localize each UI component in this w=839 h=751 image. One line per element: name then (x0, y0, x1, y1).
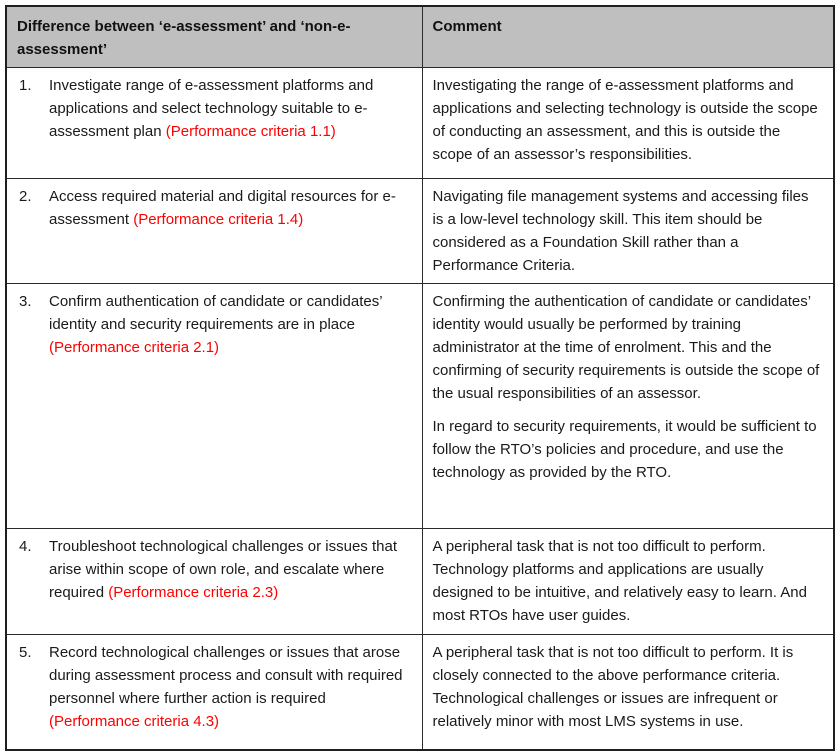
performance-criteria: (Performance criteria 1.1) (165, 123, 336, 140)
item-number: 4. (19, 538, 32, 555)
comment-cell (422, 179, 834, 284)
item-text (49, 290, 412, 359)
table-header-row (6, 6, 834, 68)
item-text-main: Troubleshoot technological challenges or issues that arise within scope of own role, and escalate where required (49, 538, 397, 601)
item-text (49, 74, 412, 143)
comment-cell (422, 529, 834, 635)
numbered-item (17, 535, 412, 604)
comment-cell (422, 68, 834, 179)
item-text-main: Record technological challenges or issues that arose during assessment process and consult with required personnel where further action is required (49, 644, 403, 707)
comment-paragraph: A peripheral task that is not too difficult to perform. It is closely connected to the above performance criteria. Technological challenges or issues are infrequent or relatively minor with most LMS systems in use. (432, 644, 794, 730)
table-row-4 (6, 529, 834, 635)
item-number: 5. (19, 644, 32, 661)
item-text-main: Confirm authentication of candidate or candidates’ identity and security requirements are in place (49, 293, 382, 333)
table-row-2 (6, 179, 834, 284)
item-text (49, 641, 412, 733)
table-row-5 (6, 635, 834, 750)
item-text (49, 535, 412, 604)
item-text-main: Access required material and digital resources for e-assessment (49, 188, 396, 228)
comment-paragraph: Navigating file management systems and accessing files is a low-level technology skill. This item should be considered as a Foundation Skill rather than a Performance Criteria. (432, 188, 809, 274)
table-row-1 (6, 68, 834, 179)
numbered-item (17, 641, 412, 733)
performance-criteria: (Performance criteria 2.1) (49, 339, 220, 356)
comparison-table (5, 5, 835, 751)
item-number: 3. (19, 293, 32, 310)
item-cell (6, 68, 422, 179)
item-cell (6, 179, 422, 284)
comment-paragraph: A peripheral task that is not too difficult to perform. Technology platforms and applications are usually designed to be intuitive, and relatively easy to learn. And most RTOs have user guides. (432, 538, 807, 624)
item-cell (6, 284, 422, 529)
numbered-item (17, 74, 412, 143)
item-cell (6, 529, 422, 635)
item-text-main: Investigate range of e-assessment platforms and applications and select technology suitable to e-assessment plan (49, 77, 374, 140)
performance-criteria: (Performance criteria 1.4) (133, 211, 304, 228)
comment-paragraph: Investigating the range of e-assessment platforms and applications and selecting technology is outside the scope of conducting an assessment, and this is outside the scope of an assessor’s responsibilities. (432, 77, 818, 163)
numbered-item (17, 185, 412, 231)
item-number: 1. (19, 77, 32, 94)
item-number: 2. (19, 188, 32, 205)
numbered-item (17, 290, 412, 359)
header-difference: Difference between ‘e-assessment’ and ‘non-e-assessment’ (6, 6, 422, 68)
performance-criteria: (Performance criteria 4.3) (49, 713, 220, 730)
performance-criteria: (Performance criteria 2.3) (108, 584, 279, 601)
item-text (49, 185, 412, 231)
header-comment: Comment (422, 6, 834, 68)
comment-paragraph: Confirming the authentication of candidate or candidates’ identity would usually be performed by training administrator at the time of enrolment. This and the confirming of security requirements is outside the scope of the usual responsibilities of an assessor. (432, 293, 820, 402)
item-cell (6, 635, 422, 750)
comment-cell (422, 284, 834, 529)
table-row-3 (6, 284, 834, 529)
comment-paragraph: In regard to security requirements, it would be sufficient to follow the RTO’s policies and procedure, and use the technology as provided by the RTO. (432, 418, 817, 481)
comment-cell (422, 635, 834, 750)
